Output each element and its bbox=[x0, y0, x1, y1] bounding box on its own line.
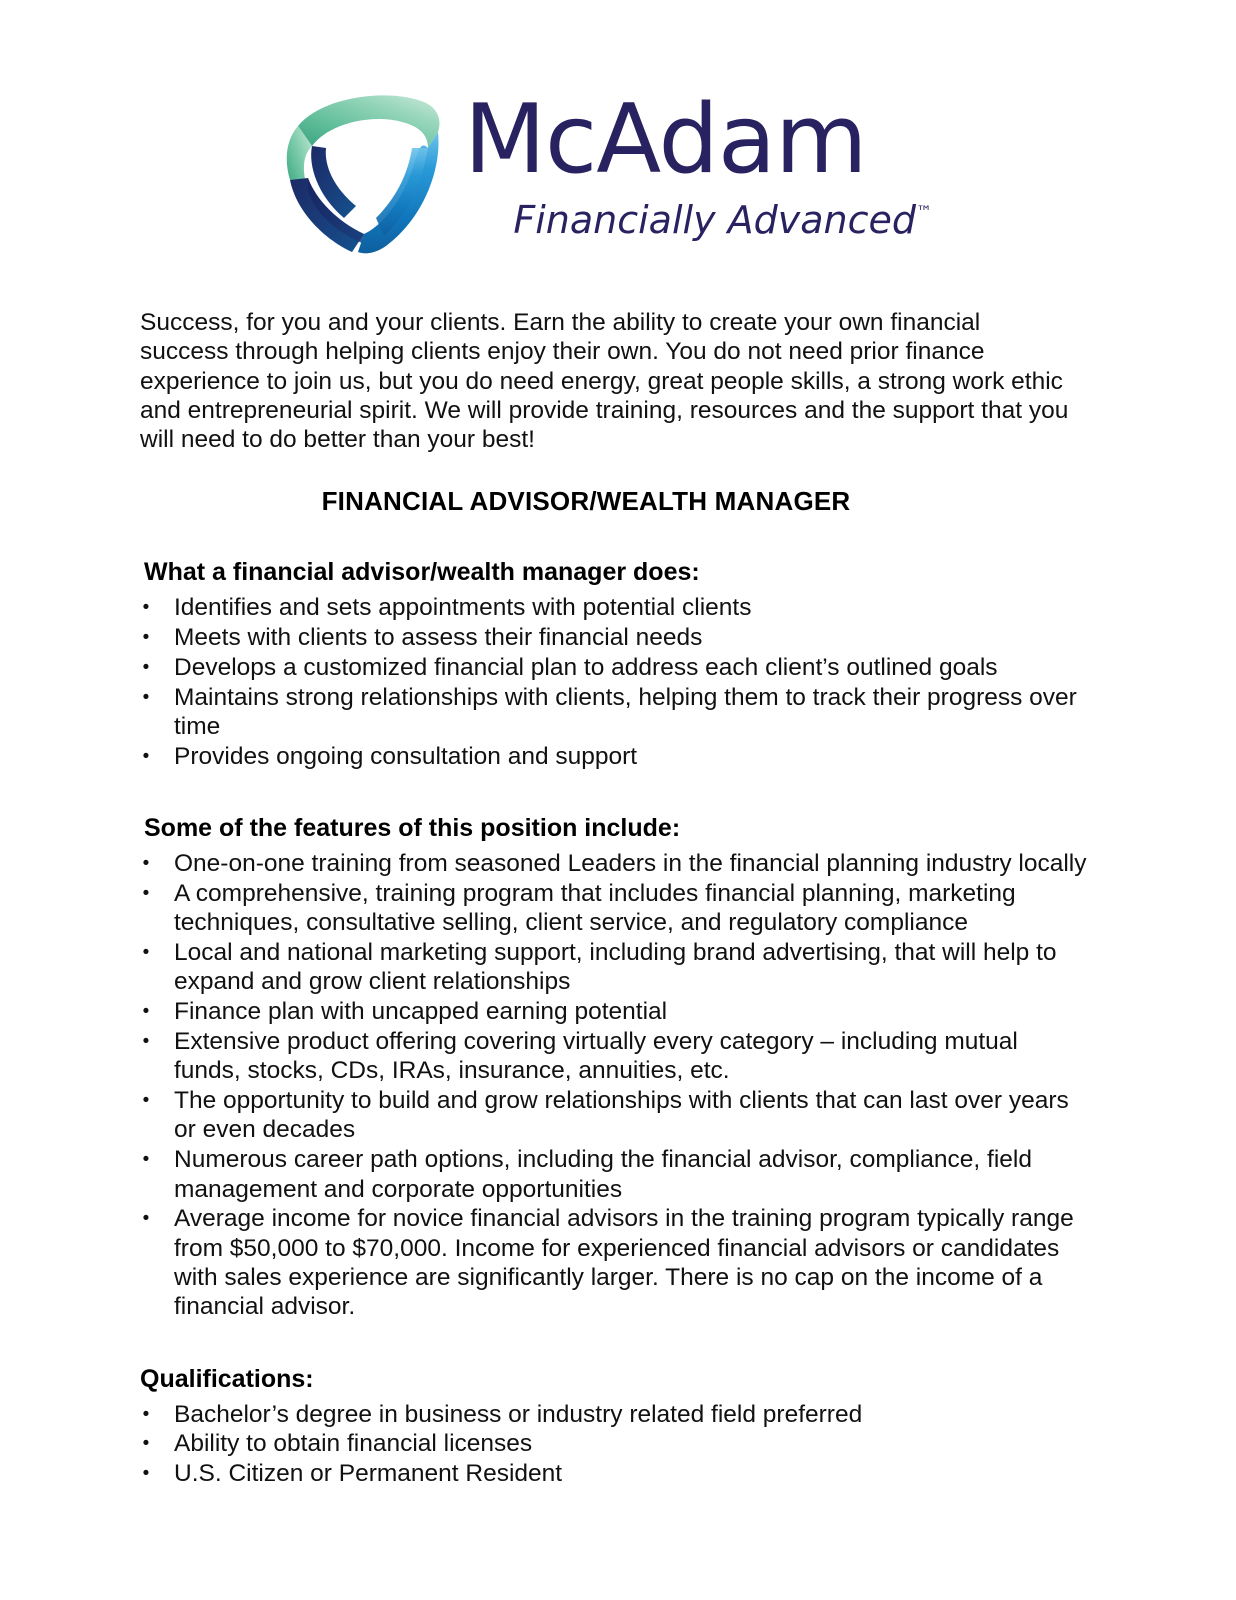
list-item bbox=[140, 742, 1090, 771]
bullet-icon: • bbox=[142, 686, 150, 708]
bullet-icon: • bbox=[142, 745, 150, 767]
brand-name: McAdam bbox=[464, 85, 867, 195]
list-item bbox=[140, 849, 1090, 878]
bullet-icon: • bbox=[142, 1149, 150, 1171]
bullet-icon: • bbox=[142, 657, 150, 679]
list-item-text: Numerous career path options, including the financial advisor, compliance, field management and corporate opportunities bbox=[174, 1146, 1032, 1203]
list-item-text: Finance plan with uncapped earning potential bbox=[174, 998, 668, 1026]
bullet-icon: • bbox=[142, 1403, 150, 1425]
section-qualifications bbox=[140, 1364, 1080, 1489]
company-logo bbox=[278, 78, 938, 258]
list-item-text: U.S. Citizen or Permanent Resident bbox=[174, 1460, 563, 1488]
intro-paragraph: Success, for you and your clients. Earn the ability to create your own financial success through helping clients enjoy their own. You do not need prior finance experience to join us, but you do need energy, great people skills, a strong work ethic and entrepreneurial spirit. We will provide training, resources and the support that you will need to do better than your best! bbox=[140, 309, 1069, 454]
bullet-icon: • bbox=[142, 1208, 150, 1230]
section-heading: Some of the features of this position include: bbox=[144, 814, 681, 843]
list-item bbox=[140, 1145, 1090, 1204]
bullet-icon: • bbox=[142, 853, 150, 875]
list-item bbox=[140, 879, 1090, 938]
document-body bbox=[140, 308, 1087, 1489]
qualifications-list bbox=[140, 1400, 1080, 1489]
list-item-text: Bachelor’s degree in business or industry related field preferred bbox=[174, 1400, 863, 1428]
mcadam-ribbon-logo-icon bbox=[278, 86, 446, 258]
list-item bbox=[140, 997, 1090, 1026]
list-item-text: Local and national marketing support, including brand advertising, that will help to expand and grow client relationships bbox=[174, 939, 1057, 996]
list-item bbox=[140, 1086, 1090, 1145]
section-features bbox=[140, 813, 1087, 1321]
bullet-icon: • bbox=[142, 1463, 150, 1485]
section-responsibilities bbox=[140, 557, 1080, 771]
bullet-icon: • bbox=[142, 597, 150, 619]
list-item bbox=[140, 1027, 1090, 1086]
list-item-text: Develops a customized financial plan to address each client’s outlined goals bbox=[174, 654, 998, 682]
brand-tagline bbox=[464, 190, 934, 242]
list-item-text: Extensive product offering covering virtually every category – including mutual funds, stocks, CDs, IRAs, insurance, annuities, etc. bbox=[174, 1028, 1018, 1085]
bullet-icon: • bbox=[142, 1001, 150, 1023]
features-list bbox=[140, 849, 1087, 1321]
list-item bbox=[140, 1400, 1090, 1429]
list-item bbox=[140, 653, 1090, 682]
section-heading: What a financial advisor/wealth manager does: bbox=[144, 558, 700, 587]
bullet-icon: • bbox=[142, 1031, 150, 1053]
list-item bbox=[140, 593, 1090, 622]
list-item bbox=[140, 1429, 1090, 1458]
section-heading: Qualifications: bbox=[140, 1364, 314, 1393]
list-item bbox=[140, 1204, 1090, 1321]
bullet-icon: • bbox=[142, 627, 150, 649]
trademark-symbol: ™ bbox=[916, 202, 932, 221]
list-item-text: Meets with clients to assess their financial needs bbox=[174, 624, 703, 652]
list-item-text: Identifies and sets appointments with potential clients bbox=[174, 594, 752, 622]
list-item bbox=[140, 1459, 1090, 1488]
list-item-text: Ability to obtain financial licenses bbox=[174, 1430, 533, 1458]
brand-wordmark bbox=[464, 85, 934, 258]
page-title: FINANCIAL ADVISOR/WEALTH MANAGER bbox=[321, 486, 851, 517]
list-item-text: Maintains strong relationships with clients, helping them to track their progress over time bbox=[174, 683, 1077, 741]
bullet-icon: • bbox=[142, 1090, 150, 1112]
list-item bbox=[140, 623, 1090, 652]
list-item bbox=[140, 938, 1090, 997]
bullet-icon: • bbox=[142, 883, 150, 905]
brand-tagline-text: Financially Advanced bbox=[513, 198, 916, 242]
list-item-text: One-on-one training from seasoned Leaders in the financial planning industry locally bbox=[174, 850, 1087, 878]
list-item-text: Provides ongoing consultation and support bbox=[174, 742, 638, 770]
list-item bbox=[140, 683, 1090, 742]
bullet-icon: • bbox=[142, 942, 150, 964]
list-item-text: A comprehensive, training program that includes financial planning, marketing techniques, consultative selling, client service, and regulatory compliance bbox=[174, 880, 1016, 937]
bullet-icon: • bbox=[142, 1433, 150, 1455]
list-item-text: The opportunity to build and grow relationships with clients that can last over years or even decades bbox=[174, 1087, 1069, 1144]
list-item-text: Average income for novice financial advisors in the training program typically range from $50,000 to $70,000. Income for experienced financial advisors or candidates with sales experience are significantly larger. There is no cap on the income of a financial advisor. bbox=[174, 1205, 1074, 1321]
responsibilities-list bbox=[140, 593, 1080, 771]
